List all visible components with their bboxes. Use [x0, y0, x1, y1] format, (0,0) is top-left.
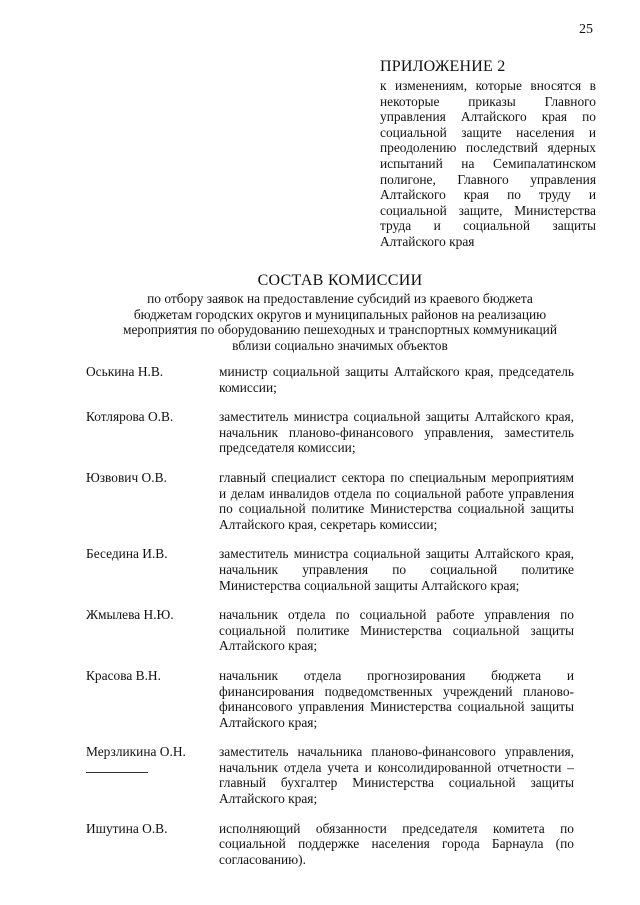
member-name: Беседина И.В.	[86, 546, 168, 562]
member-name: Ишутина О.В.	[86, 820, 168, 836]
member-role: начальник отдела по социальной работе управления по социальной политике Министерства социальной защиты Алтайского края;	[219, 607, 574, 654]
member-role: министр социальной защиты Алтайского края, председатель комиссии;	[219, 364, 574, 395]
member-role: главный специалист сектора по специальным мероприятиям и делам инвалидов отдела по социальной работе управления по социальной политике Министерства социальной защиты Алтайского края, секретарь комиссии;	[219, 469, 574, 532]
commission-subtitle: по отбору заявок на предоставление субсидий из краевого бюджета бюджетам городских округов и муниципальных районов на реализацию мероприятия по оборудованию пешеходных и транспортных коммуникаций вблизи социально значимых объектов	[123, 291, 557, 353]
member-item	[86, 821, 574, 868]
member-name: Мерзликина О.Н.	[86, 744, 186, 760]
member-name: Красова В.Н.	[86, 667, 161, 683]
member-name: Жмылева Н.Ю.	[86, 607, 174, 623]
member-item	[86, 364, 574, 395]
member-name: Котлярова О.В.	[86, 409, 174, 425]
member-item	[86, 409, 574, 456]
commission-title: СОСТАВ КОМИССИИ	[257, 272, 423, 289]
appendix-title: ПРИЛОЖЕНИЕ 2	[380, 58, 506, 75]
commission-heading	[120, 272, 560, 353]
member-role: исполняющий обязанности председателя комитета по социальной поддержке населения города Барнаула (по согласованию).	[219, 820, 574, 867]
page-number: 25	[579, 22, 593, 37]
member-name: Юзвович О.В.	[86, 469, 167, 485]
member-item	[86, 470, 574, 532]
member-item	[86, 546, 574, 593]
appendix-text: к изменениям, которые вносятся в некоторые приказы Главного управления Алтайского края по социальной защите населения и преодолению последствий ядерных испытаний на Семипалатинском полигоне, Главного управления Алтайского края по труду и социальной защите, Министерства труда и социальной защиты Алтайского края	[380, 78, 596, 249]
divider-line	[86, 772, 148, 773]
appendix-block	[380, 58, 596, 250]
member-role: начальник отдела прогнозирования бюджета и финансирования подведомственных учреждений планово-финансового управления Министерства социальной защиты Алтайского края;	[219, 667, 574, 730]
member-item	[86, 668, 574, 730]
member-item	[86, 607, 574, 654]
member-role: заместитель министра социальной защиты Алтайского края, начальник планово-финансового управления, заместитель председателя комиссии;	[219, 409, 574, 456]
members-list	[86, 364, 574, 881]
member-role: заместитель министра социальной защиты Алтайского края, начальник управления по социальной политике Министерства социальной защиты Алтайского края;	[219, 546, 574, 593]
member-item	[86, 744, 574, 806]
member-name: Оськина Н.В.	[86, 364, 164, 379]
member-role: заместитель начальника планово-финансового управления, начальник отдела учета и консолидированной отчетности – главный бухгалтер Министерства социальной защиты Алтайского края;	[219, 744, 574, 807]
